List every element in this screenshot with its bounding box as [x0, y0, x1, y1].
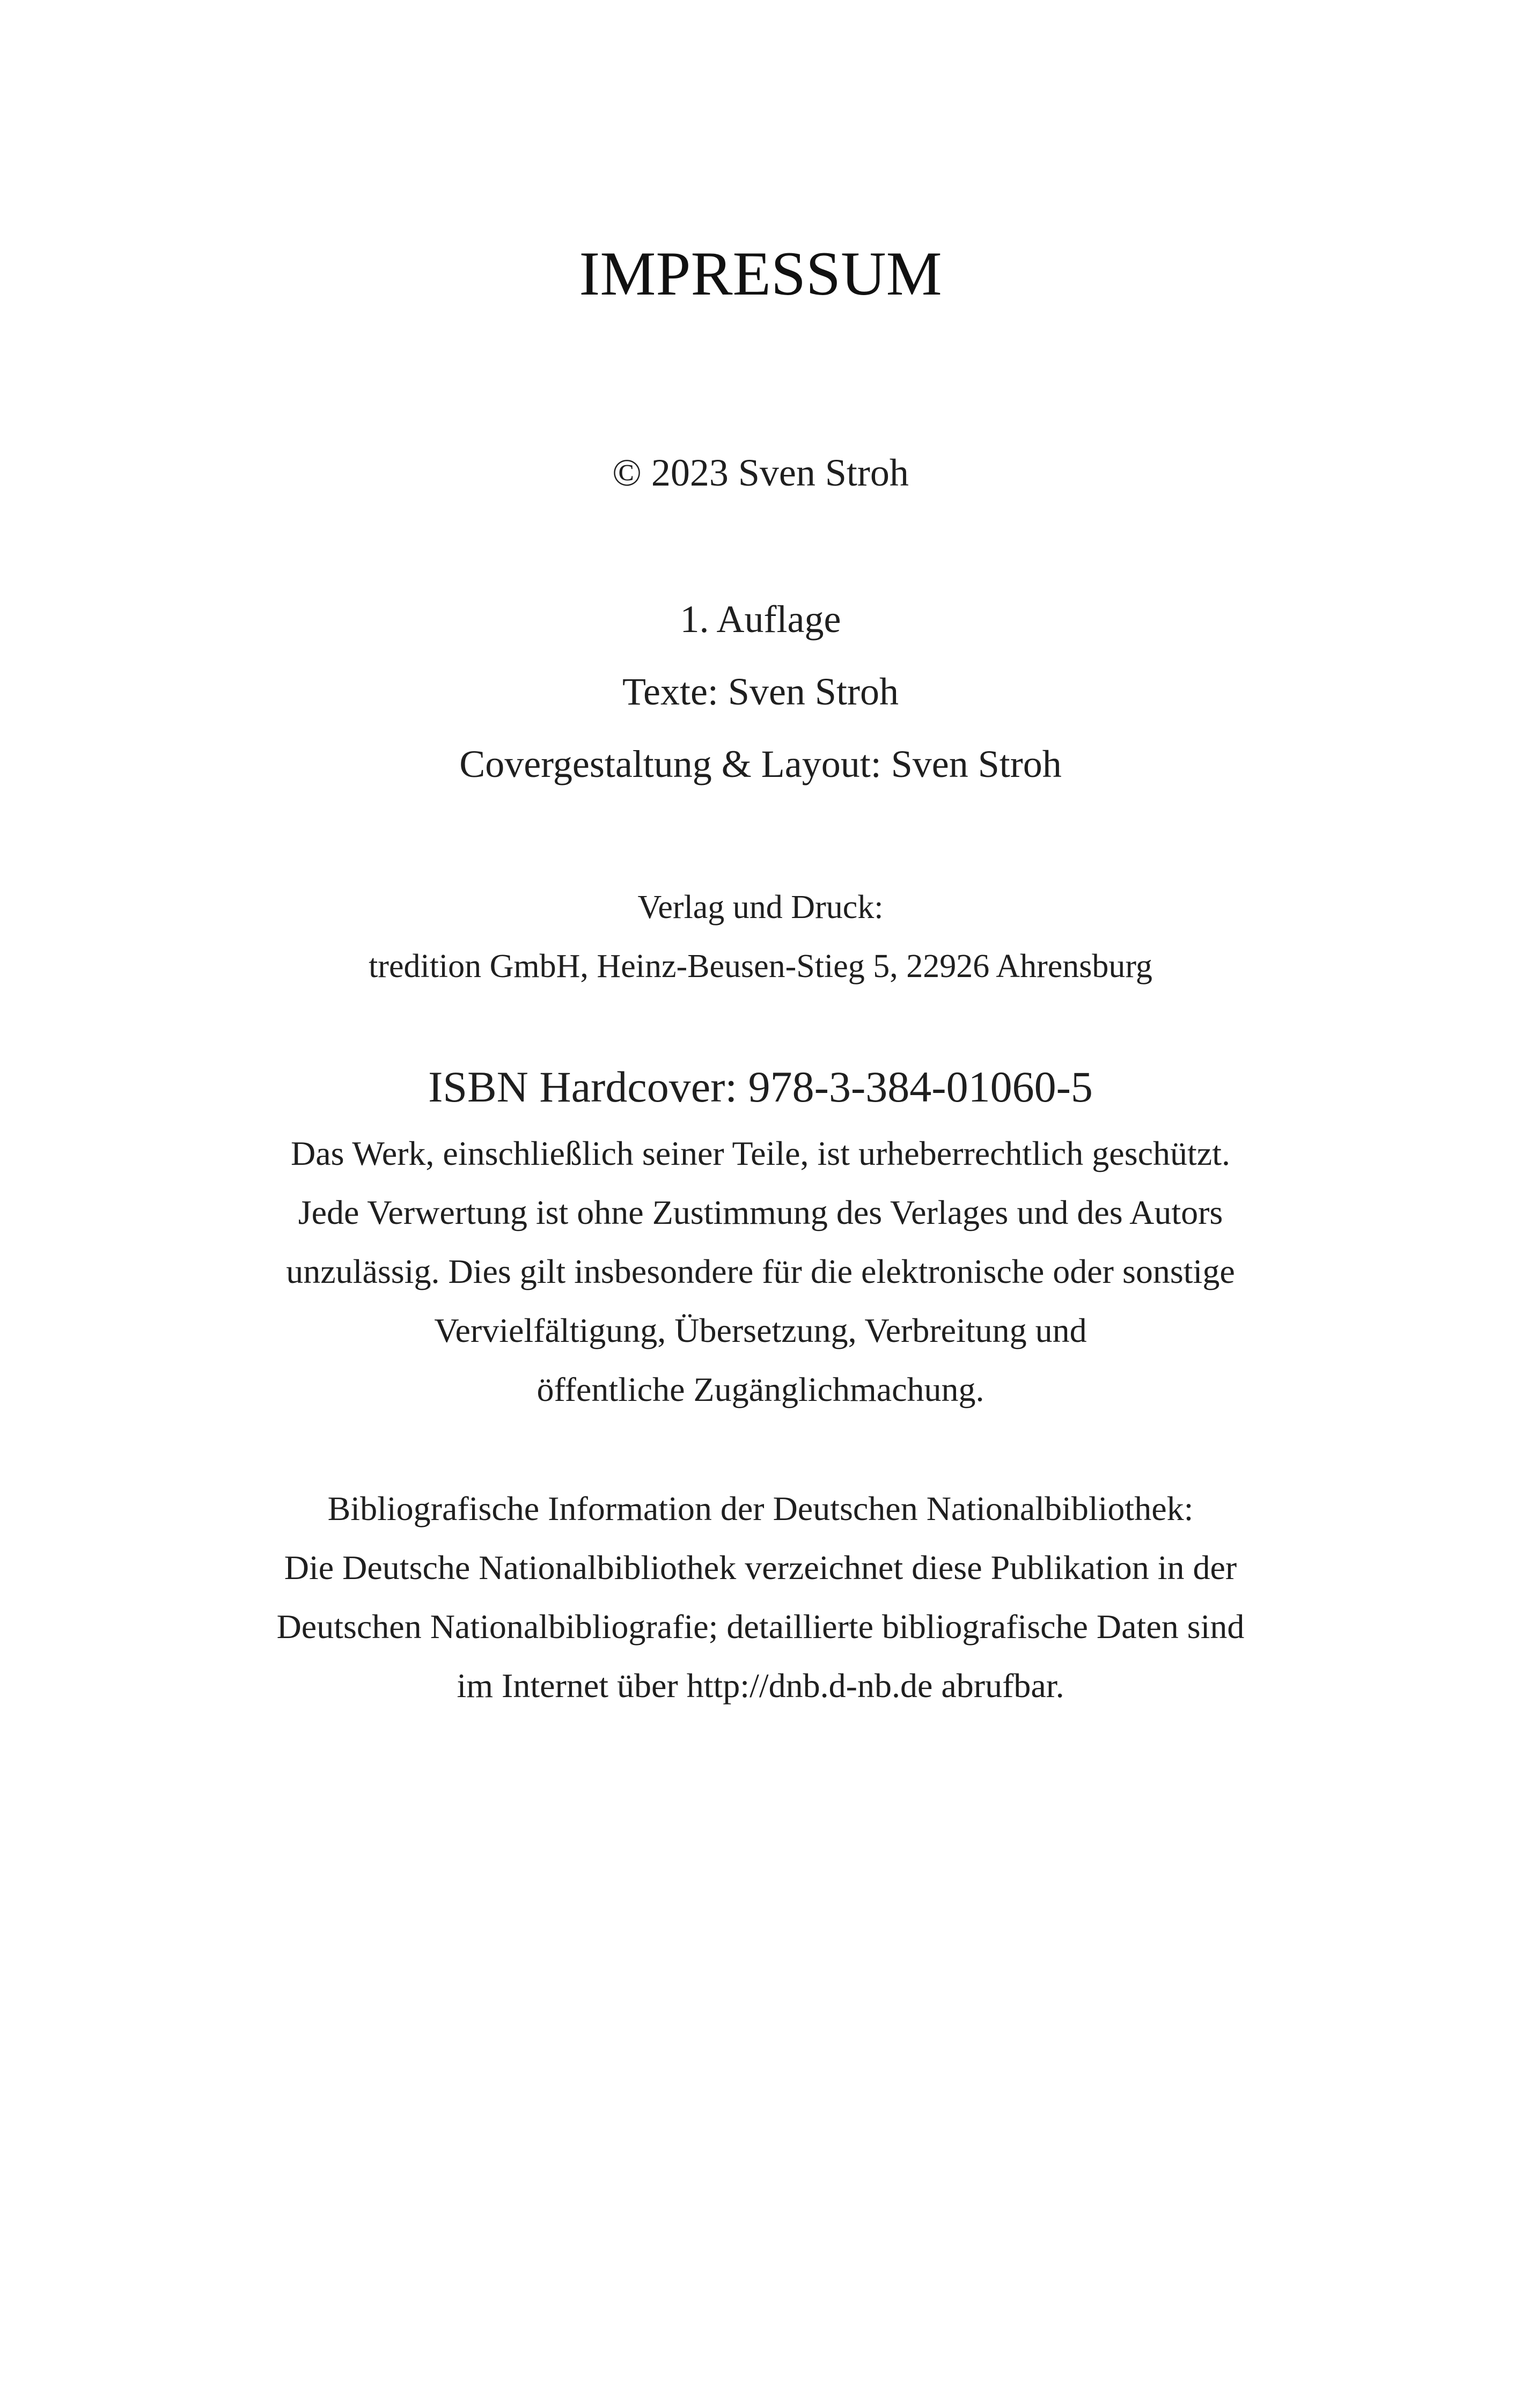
copyright-line: © 2023 Sven Stroh [612, 451, 909, 494]
page-title: IMPRESSUM [579, 239, 942, 309]
isbn-line: ISBN Hardcover: 978-3-384-01060-5 [428, 1062, 1093, 1111]
publisher-heading: Verlag und Druck: [637, 889, 884, 926]
edition-line: 1. Auflage [680, 598, 841, 641]
bibliographic-info-line: Bibliografische Information der Deutschen Nationalbibliothek: [327, 1489, 1194, 1528]
bibliographic-info-line: im Internet über http://dnb.d-nb.de abrufbar. [457, 1666, 1064, 1705]
copyright-notice-line: öffentliche Zugänglichmachung. [537, 1370, 984, 1408]
copyright-notice-line: Das Werk, einschließlich seiner Teile, ist urheberrechtlich geschützt. [291, 1134, 1230, 1172]
cover-credit: Covergestaltung & Layout: Sven Stroh [459, 743, 1062, 785]
publisher-address: tredition GmbH, Heinz-Beusen-Stieg 5, 22926 Ahrensburg [369, 948, 1152, 985]
bibliographic-info-line: Die Deutsche Nationalbibliothek verzeichnet diese Publikation in der [284, 1548, 1237, 1587]
bibliographic-info-line: Deutschen Nationalbibliografie; detaillierte bibliografische Daten sind [276, 1607, 1245, 1646]
copyright-notice-line: Vervielfältigung, Übersetzung, Verbreitung und [434, 1311, 1087, 1349]
copyright-notice-line: Jede Verwertung ist ohne Zustimmung des Verlages und des Autors [298, 1193, 1223, 1231]
copyright-notice-line: unzulässig. Dies gilt insbesondere für die elektronische oder sonstige [286, 1252, 1235, 1290]
texts-credit: Texte: Sven Stroh [622, 670, 899, 713]
